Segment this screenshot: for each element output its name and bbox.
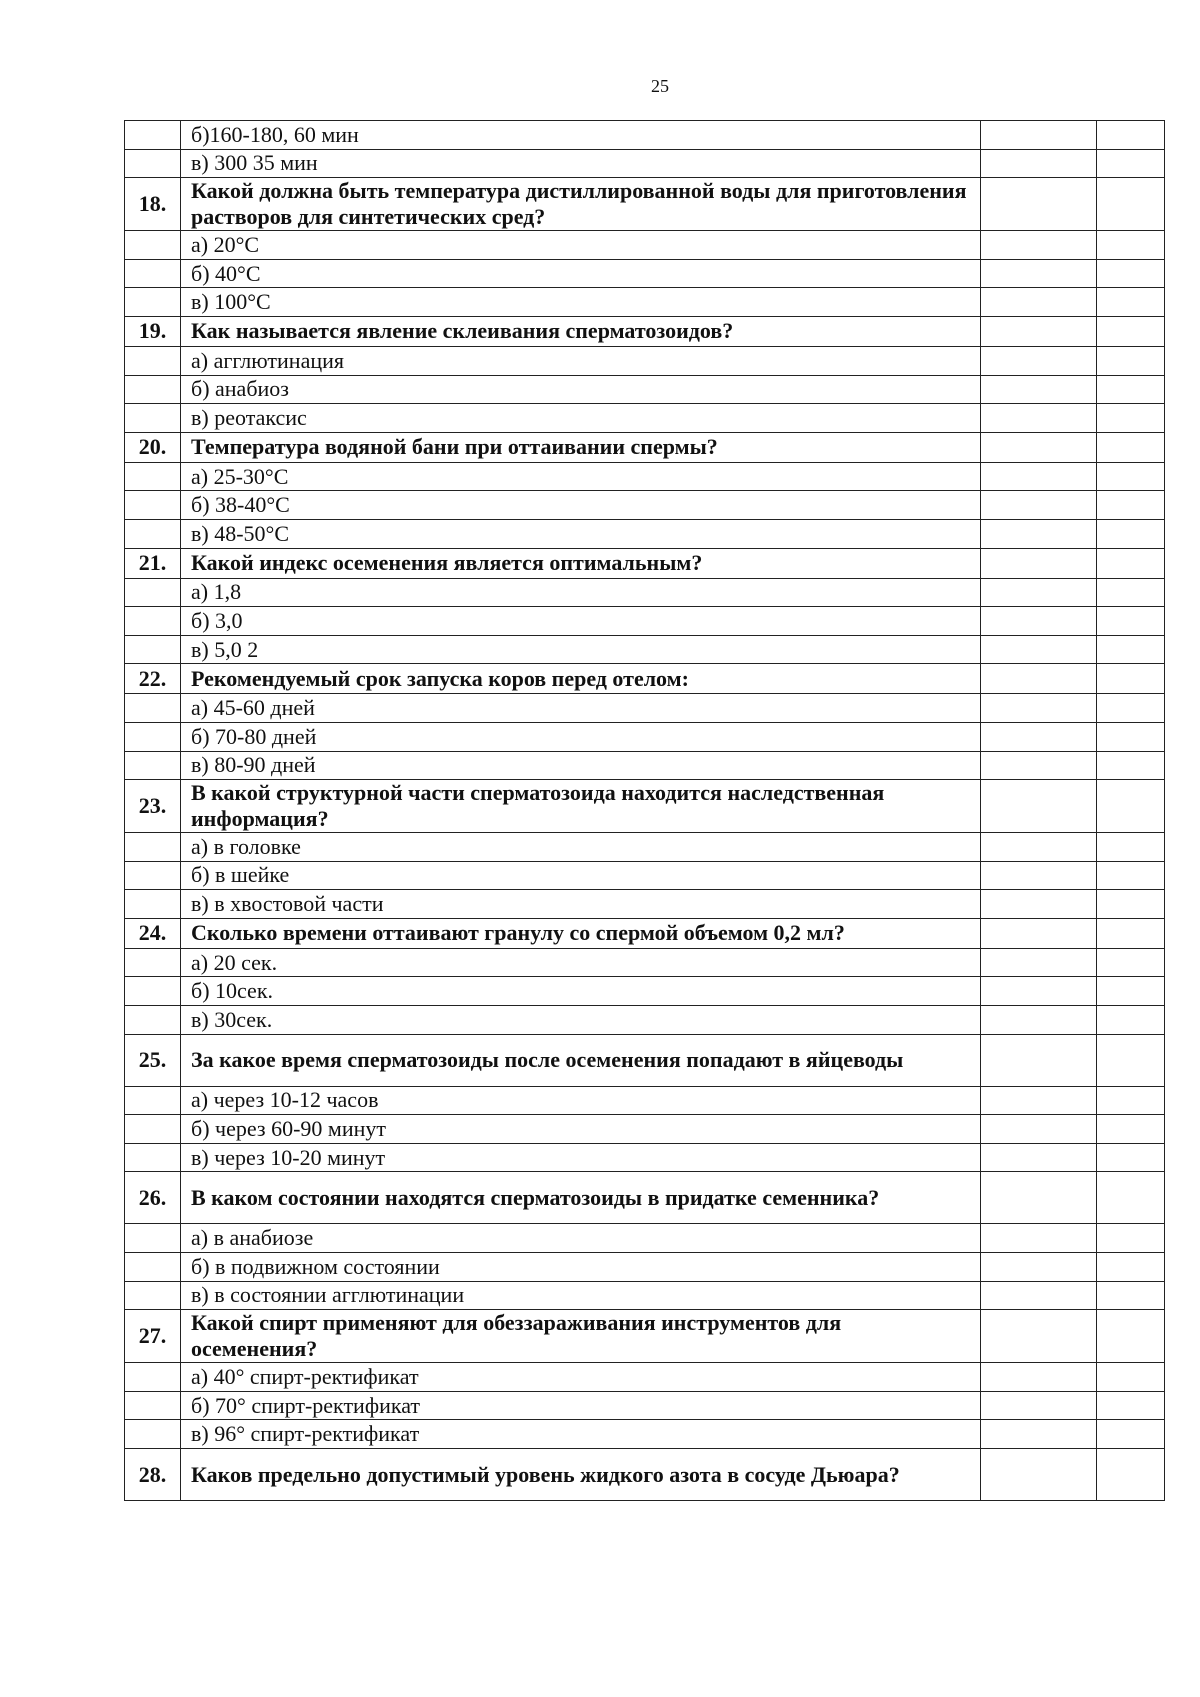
answer-cell xyxy=(981,635,1097,664)
question-text: За какое время сперматозоиды после осеменения попадают в яйцеводы xyxy=(181,1034,981,1086)
answer-cell xyxy=(981,1281,1097,1310)
mark-cell xyxy=(1097,491,1165,520)
question-number-cell xyxy=(125,346,181,375)
mark-cell xyxy=(1097,259,1165,288)
mark-cell xyxy=(1097,1224,1165,1253)
option-row xyxy=(125,607,1165,636)
answer-cell xyxy=(981,491,1097,520)
question-number-cell xyxy=(125,890,181,919)
option-text: б) 10сек. xyxy=(181,977,981,1006)
question-number-cell xyxy=(125,1224,181,1253)
answer-cell xyxy=(981,1115,1097,1144)
question-number-cell: 21. xyxy=(125,548,181,578)
option-row xyxy=(125,288,1165,317)
answer-cell xyxy=(981,404,1097,433)
option-row xyxy=(125,404,1165,433)
question-number-cell: 24. xyxy=(125,918,181,948)
question-number-cell xyxy=(125,519,181,548)
question-number-cell: 20. xyxy=(125,432,181,462)
question-number-cell xyxy=(125,1006,181,1035)
answer-cell xyxy=(981,1143,1097,1172)
option-row xyxy=(125,259,1165,288)
question-number-cell xyxy=(125,1391,181,1420)
option-text: а) через 10-12 часов xyxy=(181,1086,981,1115)
option-text: в) 96° спирт-ректификат xyxy=(181,1420,981,1449)
answer-cell xyxy=(981,121,1097,150)
question-row xyxy=(125,1034,1165,1086)
option-row xyxy=(125,722,1165,751)
question-row xyxy=(125,548,1165,578)
mark-cell xyxy=(1097,316,1165,346)
answer-cell xyxy=(981,1391,1097,1420)
option-row xyxy=(125,491,1165,520)
question-number-cell xyxy=(125,462,181,491)
option-text: а) 1,8 xyxy=(181,578,981,607)
mark-cell xyxy=(1097,1172,1165,1224)
mark-cell xyxy=(1097,1006,1165,1035)
question-number-cell: 19. xyxy=(125,316,181,346)
option-row xyxy=(125,1391,1165,1420)
option-row xyxy=(125,890,1165,919)
option-row xyxy=(125,833,1165,862)
option-row xyxy=(125,1253,1165,1282)
mark-cell xyxy=(1097,977,1165,1006)
question-row xyxy=(125,178,1165,231)
option-text: в) через 10-20 минут xyxy=(181,1143,981,1172)
option-row xyxy=(125,1086,1165,1115)
option-text: б) в подвижном состоянии xyxy=(181,1253,981,1282)
question-number-cell: 22. xyxy=(125,664,181,694)
mark-cell xyxy=(1097,149,1165,178)
question-number-cell xyxy=(125,375,181,404)
option-text: б) через 60-90 минут xyxy=(181,1115,981,1144)
quiz-table-body xyxy=(125,121,1165,1501)
mark-cell xyxy=(1097,1086,1165,1115)
answer-cell xyxy=(981,948,1097,977)
option-row xyxy=(125,121,1165,150)
question-text: Рекомендуемый срок запуска коров перед отелом: xyxy=(181,664,981,694)
mark-cell xyxy=(1097,548,1165,578)
option-text: в) в состоянии агглютинации xyxy=(181,1281,981,1310)
answer-cell xyxy=(981,1224,1097,1253)
answer-cell xyxy=(981,890,1097,919)
question-text: В какой структурной части сперматозоида находится наследственная информация? xyxy=(181,780,981,833)
question-text: Какой должна быть температура дистиллированной воды для приготовления растворов для синтетических сред? xyxy=(181,178,981,231)
option-text: б)160-180, 60 мин xyxy=(181,121,981,150)
mark-cell xyxy=(1097,1391,1165,1420)
mark-cell xyxy=(1097,780,1165,833)
answer-cell xyxy=(981,1034,1097,1086)
option-row xyxy=(125,1420,1165,1449)
mark-cell xyxy=(1097,918,1165,948)
option-text: в) 100°С xyxy=(181,288,981,317)
option-row xyxy=(125,519,1165,548)
question-number-cell xyxy=(125,1281,181,1310)
question-number-cell xyxy=(125,607,181,636)
question-number-cell xyxy=(125,1143,181,1172)
option-row xyxy=(125,948,1165,977)
mark-cell xyxy=(1097,1449,1165,1501)
question-text: Какой индекс осеменения является оптимальным? xyxy=(181,548,981,578)
option-row xyxy=(125,977,1165,1006)
answer-cell xyxy=(981,231,1097,260)
mark-cell xyxy=(1097,1310,1165,1363)
answer-cell xyxy=(981,548,1097,578)
question-number-cell: 27. xyxy=(125,1310,181,1363)
question-number-cell: 25. xyxy=(125,1034,181,1086)
answer-cell xyxy=(981,375,1097,404)
answer-cell xyxy=(981,607,1097,636)
option-text: б) 70-80 дней xyxy=(181,722,981,751)
question-text: Температура водяной бани при оттаивании спермы? xyxy=(181,432,981,462)
answer-cell xyxy=(981,722,1097,751)
mark-cell xyxy=(1097,231,1165,260)
mark-cell xyxy=(1097,890,1165,919)
option-row xyxy=(125,149,1165,178)
question-text: Каков предельно допустимый уровень жидкого азота в сосуде Дьюара? xyxy=(181,1449,981,1501)
mark-cell xyxy=(1097,1115,1165,1144)
answer-cell xyxy=(981,578,1097,607)
answer-cell xyxy=(981,288,1097,317)
option-row xyxy=(125,751,1165,780)
question-number-cell xyxy=(125,861,181,890)
question-number-cell xyxy=(125,121,181,150)
answer-cell xyxy=(981,1253,1097,1282)
mark-cell xyxy=(1097,432,1165,462)
mark-cell xyxy=(1097,1034,1165,1086)
mark-cell xyxy=(1097,694,1165,723)
answer-cell xyxy=(981,1363,1097,1392)
answer-cell xyxy=(981,833,1097,862)
option-row xyxy=(125,861,1165,890)
option-text: а) агглютинация xyxy=(181,346,981,375)
question-number-cell xyxy=(125,635,181,664)
mark-cell xyxy=(1097,833,1165,862)
question-number-cell xyxy=(125,231,181,260)
answer-cell xyxy=(981,1310,1097,1363)
answer-cell xyxy=(981,918,1097,948)
option-text: б) 38-40°С xyxy=(181,491,981,520)
option-text: б) 3,0 xyxy=(181,607,981,636)
mark-cell xyxy=(1097,578,1165,607)
question-row xyxy=(125,918,1165,948)
question-number-cell xyxy=(125,1086,181,1115)
answer-cell xyxy=(981,1449,1097,1501)
question-row xyxy=(125,1449,1165,1501)
option-text: б) в шейке xyxy=(181,861,981,890)
mark-cell xyxy=(1097,288,1165,317)
answer-cell xyxy=(981,664,1097,694)
option-text: а) 20 сек. xyxy=(181,948,981,977)
mark-cell xyxy=(1097,722,1165,751)
option-row xyxy=(125,346,1165,375)
option-text: в) 30сек. xyxy=(181,1006,981,1035)
mark-cell xyxy=(1097,121,1165,150)
option-row xyxy=(125,231,1165,260)
option-row xyxy=(125,1224,1165,1253)
option-row xyxy=(125,1115,1165,1144)
question-number-cell: 18. xyxy=(125,178,181,231)
question-text: Сколько времени оттаивают гранулу со спермой объемом 0,2 мл? xyxy=(181,918,981,948)
question-row xyxy=(125,780,1165,833)
question-number-cell xyxy=(125,1115,181,1144)
answer-cell xyxy=(981,1420,1097,1449)
answer-cell xyxy=(981,432,1097,462)
option-row xyxy=(125,1006,1165,1035)
answer-cell xyxy=(981,149,1097,178)
question-number-cell: 26. xyxy=(125,1172,181,1224)
mark-cell xyxy=(1097,635,1165,664)
question-text: Какой спирт применяют для обеззараживания инструментов для осеменения? xyxy=(181,1310,981,1363)
question-row xyxy=(125,1310,1165,1363)
answer-cell xyxy=(981,259,1097,288)
question-number-cell xyxy=(125,259,181,288)
question-number-cell xyxy=(125,977,181,1006)
question-number-cell xyxy=(125,722,181,751)
option-text: а) 20°С xyxy=(181,231,981,260)
mark-cell xyxy=(1097,1420,1165,1449)
answer-cell xyxy=(981,694,1097,723)
option-row xyxy=(125,1363,1165,1392)
question-row xyxy=(125,664,1165,694)
question-number-cell xyxy=(125,694,181,723)
option-text: б) анабиоз xyxy=(181,375,981,404)
answer-cell xyxy=(981,861,1097,890)
question-number-cell xyxy=(125,404,181,433)
question-number-cell xyxy=(125,578,181,607)
option-text: а) 25-30°С xyxy=(181,462,981,491)
mark-cell xyxy=(1097,519,1165,548)
mark-cell xyxy=(1097,861,1165,890)
option-text: в) 300 35 мин xyxy=(181,149,981,178)
answer-cell xyxy=(981,977,1097,1006)
question-number-cell: 28. xyxy=(125,1449,181,1501)
question-number-cell xyxy=(125,1420,181,1449)
answer-cell xyxy=(981,462,1097,491)
mark-cell xyxy=(1097,346,1165,375)
mark-cell xyxy=(1097,1143,1165,1172)
mark-cell xyxy=(1097,1281,1165,1310)
answer-cell xyxy=(981,1006,1097,1035)
question-row xyxy=(125,432,1165,462)
question-number-cell: 23. xyxy=(125,780,181,833)
option-row xyxy=(125,375,1165,404)
mark-cell xyxy=(1097,178,1165,231)
option-text: в) реотаксис xyxy=(181,404,981,433)
question-row xyxy=(125,316,1165,346)
option-text: в) 48-50°С xyxy=(181,519,981,548)
question-row xyxy=(125,1172,1165,1224)
option-text: а) 45-60 дней xyxy=(181,694,981,723)
option-row xyxy=(125,1143,1165,1172)
mark-cell xyxy=(1097,607,1165,636)
option-text: в) 80-90 дней xyxy=(181,751,981,780)
mark-cell xyxy=(1097,375,1165,404)
answer-cell xyxy=(981,751,1097,780)
quiz-table xyxy=(124,120,1165,1501)
mark-cell xyxy=(1097,462,1165,491)
page-number: 25 xyxy=(651,76,669,96)
mark-cell xyxy=(1097,664,1165,694)
option-text: б) 70° спирт-ректификат xyxy=(181,1391,981,1420)
mark-cell xyxy=(1097,404,1165,433)
mark-cell xyxy=(1097,948,1165,977)
mark-cell xyxy=(1097,1363,1165,1392)
answer-cell xyxy=(981,178,1097,231)
question-number-cell xyxy=(125,948,181,977)
question-number-cell xyxy=(125,288,181,317)
option-text: б) 40°С xyxy=(181,259,981,288)
option-row xyxy=(125,1281,1165,1310)
question-number-cell xyxy=(125,1253,181,1282)
question-number-cell xyxy=(125,1363,181,1392)
question-number-cell xyxy=(125,491,181,520)
answer-cell xyxy=(981,780,1097,833)
question-number-cell xyxy=(125,149,181,178)
answer-cell xyxy=(981,346,1097,375)
mark-cell xyxy=(1097,1253,1165,1282)
question-text: В каком состоянии находятся сперматозоиды в придатке семенника? xyxy=(181,1172,981,1224)
question-number-cell xyxy=(125,833,181,862)
answer-cell xyxy=(981,316,1097,346)
question-text: Как называется явление склеивания сперматозоидов? xyxy=(181,316,981,346)
option-text: а) в анабиозе xyxy=(181,1224,981,1253)
option-row xyxy=(125,635,1165,664)
answer-cell xyxy=(981,1172,1097,1224)
option-row xyxy=(125,578,1165,607)
answer-cell xyxy=(981,1086,1097,1115)
answer-cell xyxy=(981,519,1097,548)
question-number-cell xyxy=(125,751,181,780)
option-text: а) 40° спирт-ректификат xyxy=(181,1363,981,1392)
option-text: а) в головке xyxy=(181,833,981,862)
option-text: в) 5,0 2 xyxy=(181,635,981,664)
option-row xyxy=(125,694,1165,723)
option-text: в) в хвостовой части xyxy=(181,890,981,919)
option-row xyxy=(125,462,1165,491)
mark-cell xyxy=(1097,751,1165,780)
